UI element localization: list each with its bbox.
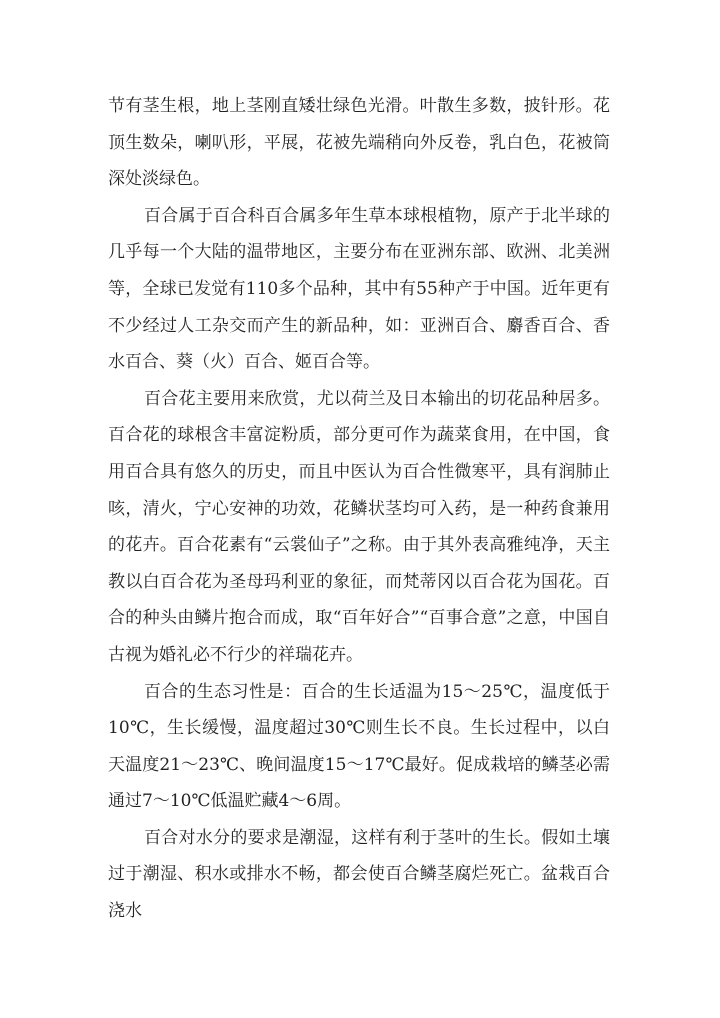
document-body xyxy=(108,88,610,930)
paragraph-lily-temperature: 百合的生态习性是：百合的生长适温为15～25℃，温度低于10℃，生长缓慢，温度超过30℃则生长不良。生长过程中，以白天温度21～23℃、晚间温度15～17℃最好。促成栽培的鳞茎必需通过7～10℃低温贮藏4～6周。 xyxy=(108,681,610,812)
paragraph-continued: 节有茎生根，地上茎刚直矮壮绿色光滑。叶散生多数，披针形。花顶生数朵，喇叭形，平展，花被先端稍向外反卷，乳白色，花被筒深处淡绿色。 xyxy=(108,96,610,190)
paragraph-lily-uses: 百合花主要用来欣赏，尤以荷兰及日本输出的切花品种居多。百合花的球根含丰富淀粉质，部分更可作为蔬菜食用，在中国，食用百合具有悠久的历史，而且中医认为百合性微寒平，具有润肺止咳，清火，宁心安神的功效，花鳞状茎均可入药，是一种药食兼用的花卉。百合花素有“云裳仙子”之称。由于其外表高雅纯净，天主教以白百合花为圣母玛利亚的象征，而梵蒂冈以百合花为国花。百合的种头由鳞片抱合而成，取“百年好合”“百事合意”之意，中国自古视为婚礼必不行少的祥瑞花卉。 xyxy=(108,388,610,665)
paragraph-lily-origin: 百合属于百合科百合属多年生草本球根植物，原产于北半球的几乎每一个大陆的温带地区，主要分布在亚洲东部、欧洲、北美洲等，全球已发觉有110多个品种，其中有55种产于中国。近年更有不少经过人工杂交而产生的新品种，如：亚洲百合、麝香百合、香水百合、葵（火）百合、姬百合等。 xyxy=(108,205,610,373)
paragraph-lily-water: 百合对水分的要求是潮湿，这样有利于茎叶的生长。假如土壤过于潮湿、积水或排水不畅，都会使百合鳞茎腐烂死亡。盆栽百合浇水 xyxy=(108,827,610,922)
